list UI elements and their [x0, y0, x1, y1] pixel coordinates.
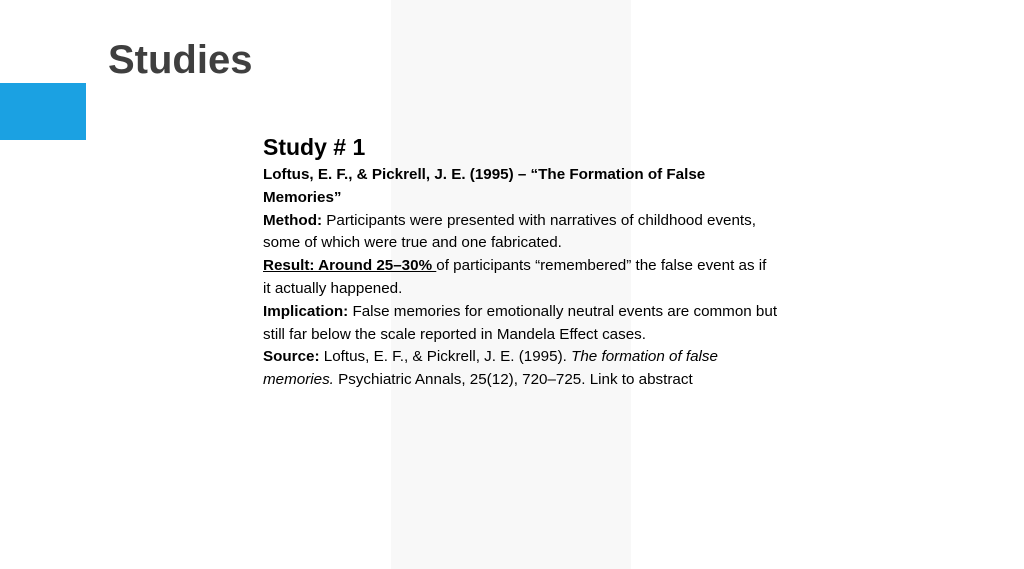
implication-label: Implication:	[263, 302, 349, 320]
study-content	[263, 131, 778, 392]
result-label: Result: Around 25–30%	[263, 257, 437, 275]
source-title: The formation of false memories.	[263, 348, 718, 389]
slide-title: Studies	[108, 38, 253, 82]
source-details: Psychiatric Annals, 25(12), 720–725. Link to abstract	[333, 371, 693, 389]
study-heading: Study # 1	[263, 134, 366, 160]
citation-title: Loftus, E. F., & Pickrell, J. E. (1995) – “The Formation of False Memories”	[263, 166, 706, 206]
result-text: of participants “remembered” the false event as if it actually happened.	[263, 257, 767, 297]
source-authors: Loftus, E. F., & Pickrell, J. E. (1995).	[319, 348, 572, 366]
method-text: Participants were presented with narratives of childhood events, some of which were true and one fabricated.	[263, 211, 756, 252]
source-label: Source:	[263, 348, 320, 366]
accent-bar	[0, 83, 86, 140]
study-text	[263, 164, 778, 392]
implication-text: False memories for emotionally neutral events are common but still far below the scale reported in Mandela Effect cases.	[263, 302, 778, 343]
method-label: Method:	[263, 211, 323, 229]
